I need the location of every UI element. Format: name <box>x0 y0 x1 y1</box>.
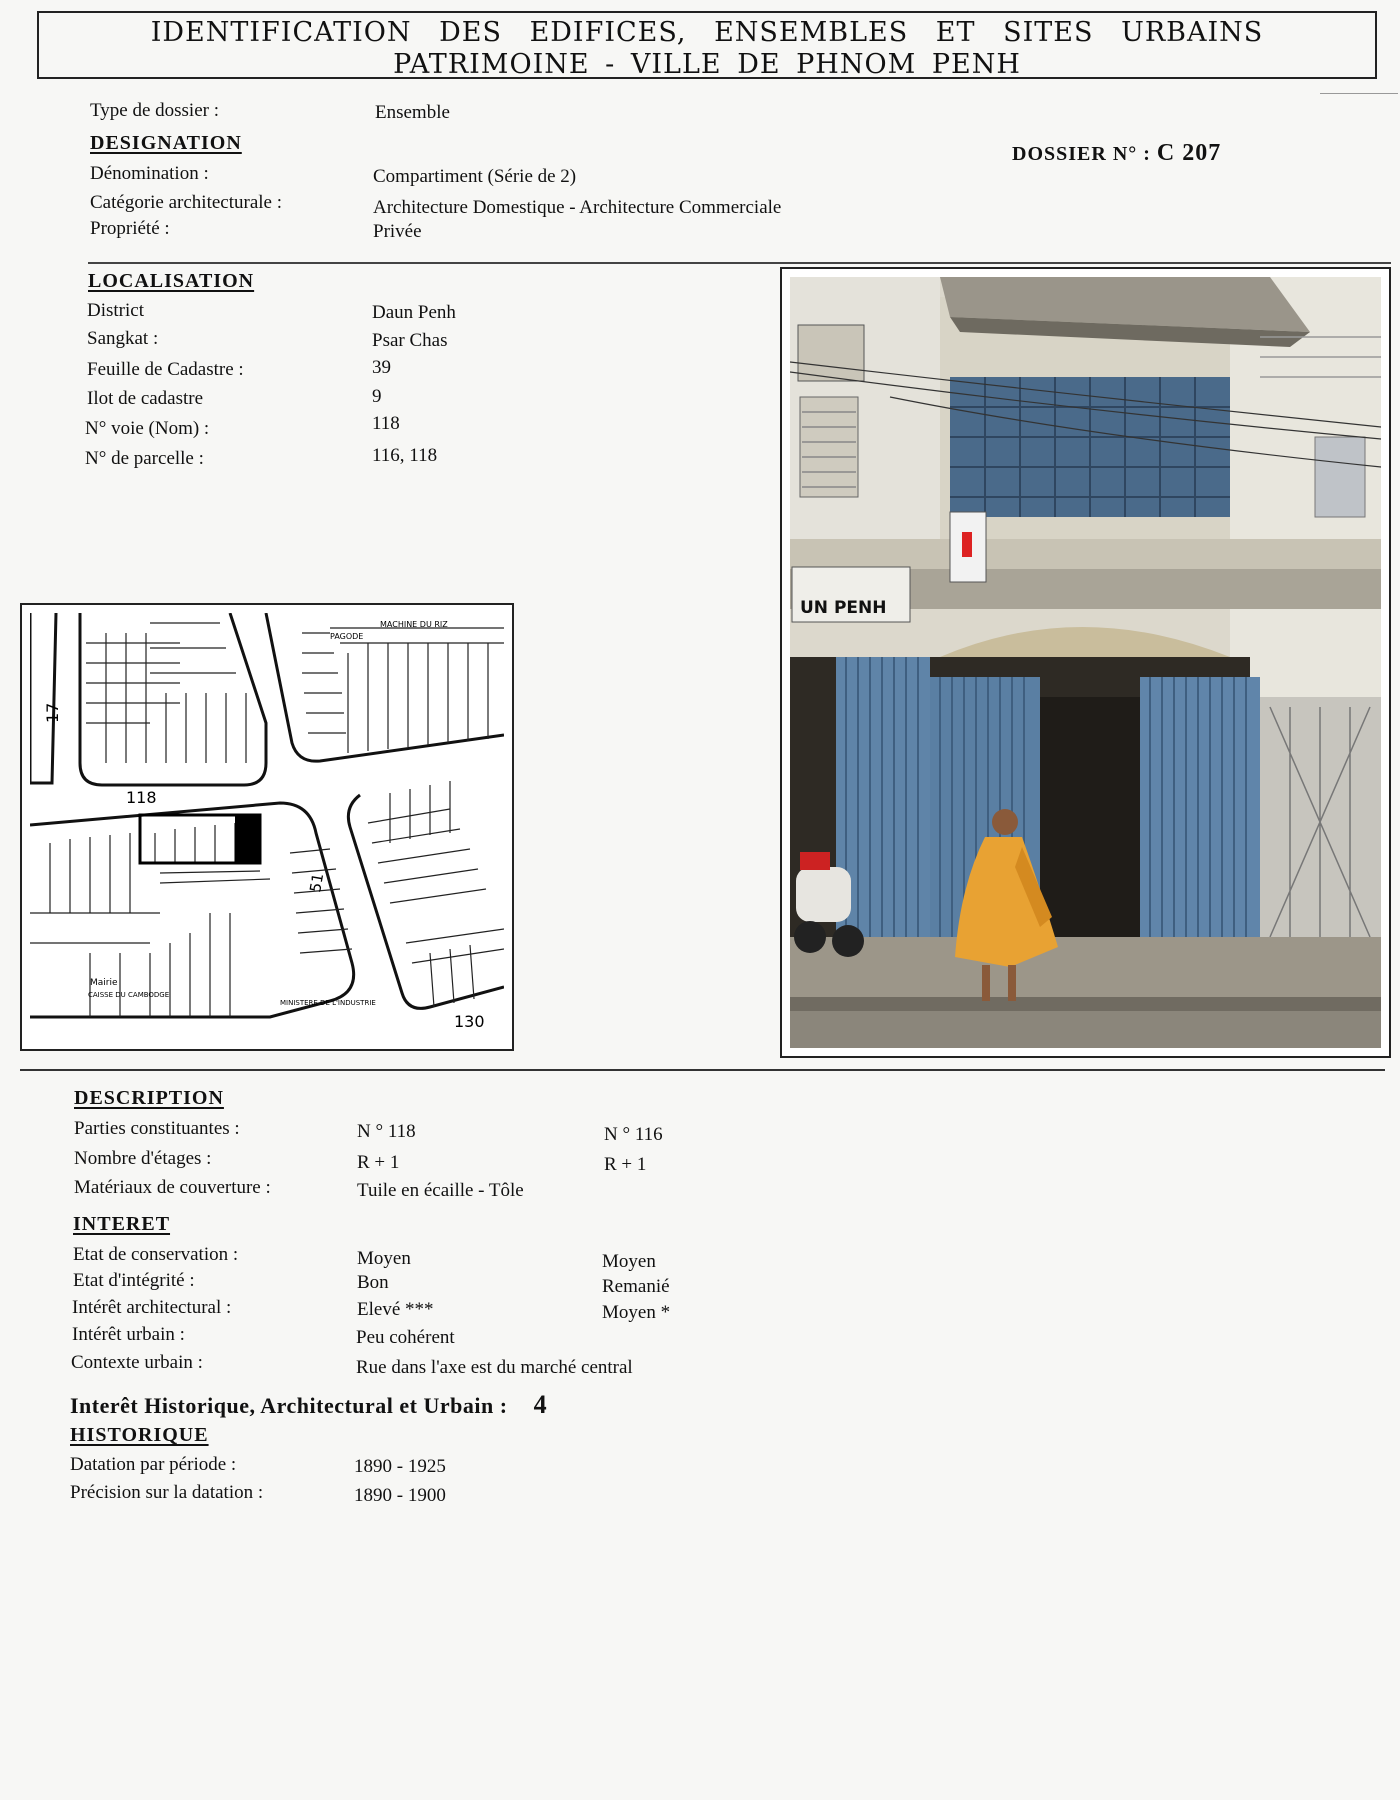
map-label-caisse: CAISSE DU CAMBODGE <box>88 991 170 999</box>
nombre-etages-value-116: R + 1 <box>604 1154 647 1175</box>
feuille-cadastre-label: Feuille de Cadastre : <box>87 359 244 380</box>
nombre-etages-label: Nombre d'étages : <box>74 1148 212 1169</box>
sangkat-value: Psar Chas <box>372 330 448 351</box>
document-title-box <box>37 11 1377 79</box>
interet-global-score <box>70 1390 547 1420</box>
interet-architectural-value-118: Elevé *** <box>357 1299 434 1320</box>
interet-architectural-label: Intérêt architectural : <box>72 1297 232 1318</box>
type-dossier-label: Type de dossier : <box>90 100 220 121</box>
precision-datation-label: Précision sur la datation : <box>70 1482 264 1503</box>
propriete-label: Propriété : <box>90 218 170 239</box>
map-label-mairie: Mairie <box>90 978 118 988</box>
etat-conservation-value-118: Moyen <box>357 1248 411 1269</box>
denomination-value: Compartiment (Série de 2) <box>373 166 577 187</box>
shop-sign-text: UN PENH <box>800 598 887 618</box>
section-historique-title: HISTORIQUE <box>70 1424 209 1446</box>
contexte-urbain-label: Contexte urbain : <box>71 1352 203 1373</box>
denomination-label: Dénomination : <box>90 163 209 184</box>
materiaux-couverture-value: Tuile en écaille - Tôle <box>357 1180 524 1201</box>
ilot-cadastre-value: 9 <box>372 386 382 407</box>
section-interet-title: INTERET <box>73 1213 171 1235</box>
document-title-line1: IDENTIFICATION DES EDIFICES, ENSEMBLES ET SITES URBAINS <box>150 17 1264 48</box>
etat-conservation-label: Etat de conservation : <box>73 1244 239 1265</box>
feuille-cadastre-value: 39 <box>372 357 391 378</box>
type-dossier-value: Ensemble <box>375 102 450 123</box>
building-photo <box>780 267 1391 1058</box>
district-label: District <box>87 300 144 321</box>
etat-integrite-value-116: Remanié <box>602 1276 670 1297</box>
interet-global-value: 4 <box>533 1390 548 1419</box>
parties-constituantes-value-116: N ° 116 <box>604 1124 663 1145</box>
datation-periode-label: Datation par période : <box>70 1454 237 1475</box>
etat-integrite-value-118: Bon <box>357 1272 389 1293</box>
cadastral-map-svg <box>30 613 504 1043</box>
map-label-machine: MACHINE DU RIZ <box>380 620 448 629</box>
cadastral-map <box>20 603 514 1051</box>
interet-urbain-value: Peu cohérent <box>356 1327 455 1348</box>
document-title-line2: PATRIMOINE - VILLE DE PHNOM PENH <box>393 49 1021 80</box>
sangkat-label: Sangkat : <box>87 328 159 349</box>
map-label-street-118: 118 <box>126 788 157 807</box>
district-value: Daun Penh <box>372 302 456 323</box>
numero-parcelle-value: 116, 118 <box>372 445 438 466</box>
nombre-etages-value-118: R + 1 <box>357 1152 400 1173</box>
map-label-street-130: 130 <box>454 1012 485 1031</box>
categorie-value: Architecture Domestique - Architecture Commerciale <box>373 197 782 218</box>
map-label-pagode: PAGODE <box>330 632 364 641</box>
building-photo-svg <box>790 277 1381 1048</box>
propriete-value: Privée <box>373 221 422 242</box>
interet-architectural-value-116: Moyen * <box>602 1302 671 1323</box>
contexte-urbain-value: Rue dans l'axe est du marché central <box>356 1357 633 1378</box>
categorie-label: Catégorie architecturale : <box>90 192 283 213</box>
dossier-number <box>1012 140 1221 167</box>
map-label-street-17: 17 <box>43 702 62 723</box>
interet-global-label: Interêt Historique, Architectural et Urbain : <box>70 1393 508 1418</box>
numero-voie-value: 118 <box>372 413 400 434</box>
map-label-ministere: MINISTERE DE L'INDUSTRIE <box>280 999 376 1007</box>
dossier-label: DOSSIER N° : <box>1012 143 1151 165</box>
building-photo-image <box>790 277 1381 1048</box>
highlight-parcel-filled <box>235 815 261 863</box>
section-localisation-title: LOCALISATION <box>88 270 255 292</box>
materiaux-couverture-label: Matériaux de couverture : <box>74 1177 271 1198</box>
section-description-title: DESCRIPTION <box>74 1087 224 1109</box>
title-divider <box>1320 93 1398 94</box>
ilot-cadastre-label: Ilot de cadastre <box>87 388 204 409</box>
map-label-street-51: 51 <box>306 871 328 894</box>
parties-constituantes-value-118: N ° 118 <box>357 1121 416 1142</box>
numero-voie-label: N° voie (Nom) : <box>85 418 210 439</box>
cadastral-map-drawing <box>30 613 504 1043</box>
parties-constituantes-label: Parties constituantes : <box>74 1118 240 1139</box>
etat-integrite-label: Etat d'intégrité : <box>73 1270 195 1291</box>
divider-middle <box>20 1069 1385 1071</box>
dossier-number-value: C 207 <box>1156 140 1222 166</box>
numero-parcelle-label: N° de parcelle : <box>85 448 204 469</box>
etat-conservation-value-116: Moyen <box>602 1251 656 1272</box>
precision-datation-value: 1890 - 1900 <box>354 1485 446 1506</box>
datation-periode-value: 1890 - 1925 <box>354 1456 446 1477</box>
interet-urbain-label: Intérêt urbain : <box>72 1324 185 1345</box>
section-designation-title: DESIGNATION <box>90 132 242 154</box>
divider-top <box>88 262 1391 264</box>
